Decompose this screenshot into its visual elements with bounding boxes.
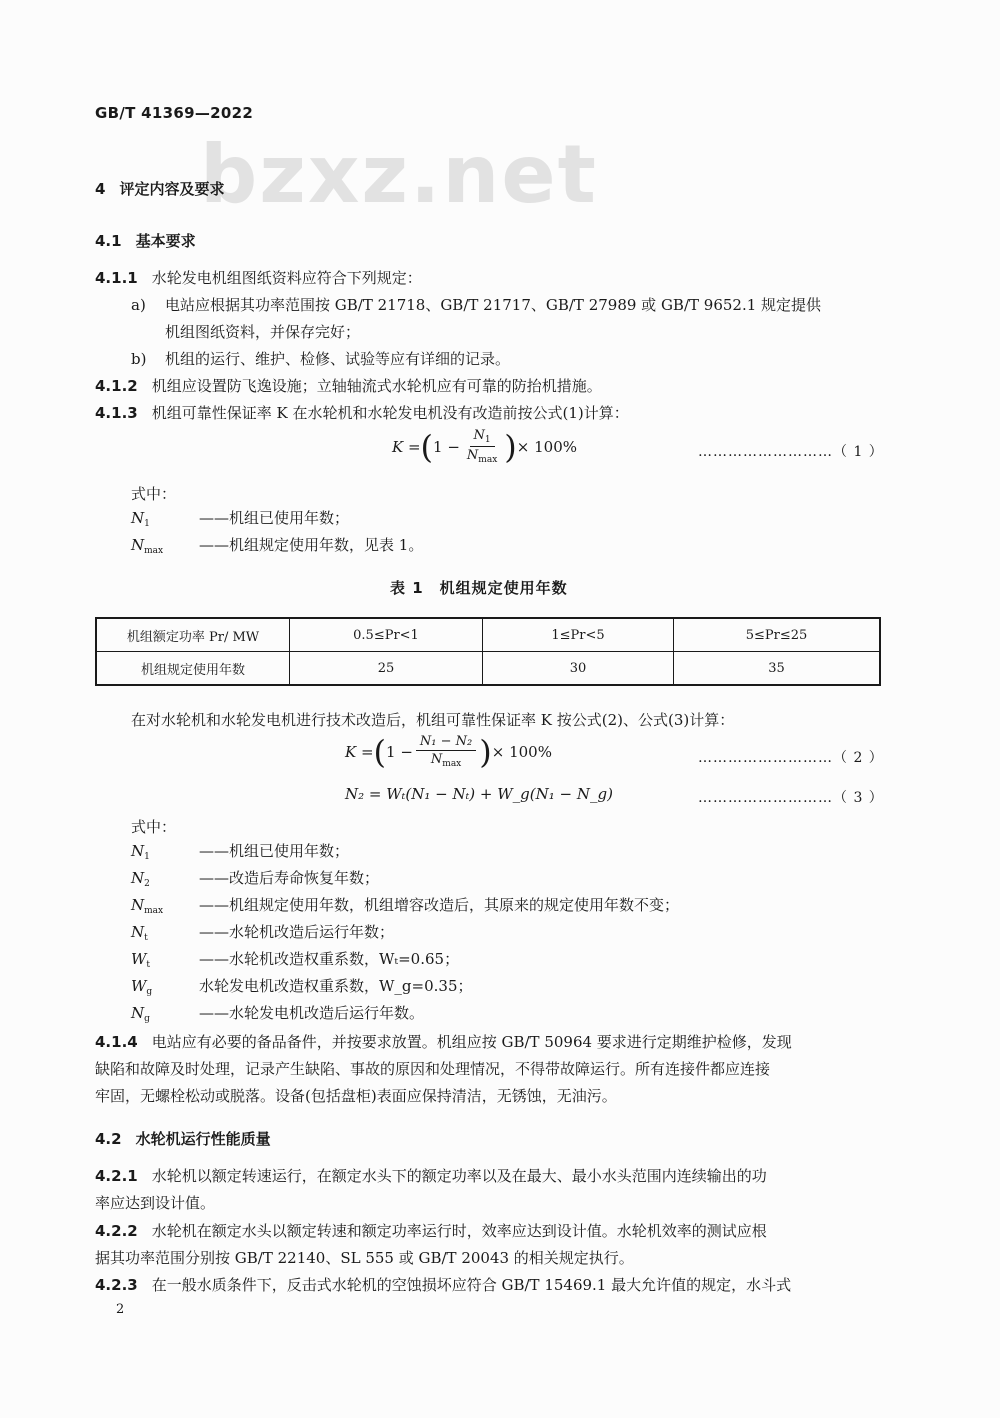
clause-4-2-1-line1 <box>95 1162 767 1190</box>
variable-description: ——机组规定使用年数，见表 1。 <box>199 536 424 554</box>
item-b <box>131 345 510 373</box>
clause-4-1-3 <box>95 399 629 427</box>
item-label: a) <box>131 296 146 314</box>
variable-definition <box>131 921 394 943</box>
clause-number: 4.1.1 <box>95 269 138 287</box>
item-text: 电站应根据其功率范围按 GB/T 21718、GB/T 21717、GB/T 27989 或 GB/T 9652.1 规定提供 <box>165 296 822 314</box>
variable-definition <box>131 534 423 556</box>
variable-symbol: $N_{max}$ <box>131 896 164 916</box>
table-cell: 5≤Pr≤25 <box>674 618 881 652</box>
variable-description: ——机组已使用年数； <box>199 509 350 527</box>
one-minus: 1 − <box>433 437 460 456</box>
table-cell: 25 <box>290 652 483 686</box>
right-paren: ) <box>479 732 492 771</box>
service-life-table <box>95 617 881 686</box>
formula-lhs: K = <box>392 437 421 456</box>
clause-text: 水轮发电机组图纸资料应符合下列规定： <box>151 269 422 287</box>
clause-4-2-3-line1 <box>95 1271 791 1299</box>
variable-definition <box>131 507 349 529</box>
where-label: 式中： <box>131 485 177 503</box>
table-cell: 30 <box>483 652 674 686</box>
variable-definition <box>131 840 349 862</box>
table-cell: 1≤Pr<5 <box>483 618 674 652</box>
post-table-text: 在对水轮机和水轮发电机进行技术改造后，机组可靠性保证率 K 按公式(2)、公式(3)计算： <box>131 711 735 729</box>
section-number: 4.1 <box>95 232 122 250</box>
clause-text: 电站应有必要的备品备件，并按要求放置。机组应按 GB/T 50964 要求进行定期维护检修，发现 <box>151 1033 792 1051</box>
section-4-1-heading <box>95 230 196 251</box>
variable-description: ——机组已使用年数； <box>199 842 350 860</box>
variable-symbol: $N_2$ <box>131 869 150 889</box>
table-cell: 机组规定使用年数 <box>96 652 290 686</box>
clause-text: 水轮机在额定水头以额定转速和额定功率运行时，效率应达到设计值。水轮机效率的测试应根 <box>151 1222 767 1240</box>
section-title: 基本要求 <box>135 232 196 250</box>
clause-4-2-2-line1 <box>95 1217 767 1245</box>
formula-times: × 100% <box>516 437 577 456</box>
equation-number-1: ………………………（ 1 ） <box>698 444 884 460</box>
numerator: N₁ − N₂ <box>416 734 476 751</box>
clause-4-1-4-line1 <box>95 1028 792 1056</box>
section-title: 水轮机运行性能质量 <box>135 1130 271 1148</box>
clause-4-1-4-line3: 牢固，无螺栓松动或脱落。设备(包括盘柜)表面应保持清洁，无锈蚀，无油污。 <box>95 1087 617 1105</box>
clause-number: 4.1.3 <box>95 404 138 422</box>
section-4-2-heading <box>95 1128 271 1149</box>
item-a-line1 <box>131 291 821 319</box>
clause-number: 4.2.3 <box>95 1276 138 1294</box>
item-label: b) <box>131 350 147 368</box>
variable-definition <box>131 975 473 997</box>
variable-symbol: $N_t$ <box>131 923 148 943</box>
standard-code: GB/T 41369—2022 <box>95 104 254 122</box>
page-number: 2 <box>116 1302 125 1317</box>
formula-1 <box>392 428 577 465</box>
denominator: $N_{max}$ <box>466 448 498 465</box>
right-paren: ) <box>504 427 517 466</box>
variable-definition <box>131 867 379 889</box>
variable-description: ——水轮发电机改造后运行年数。 <box>199 1004 425 1022</box>
clause-text: 水轮机以额定转速运行，在额定水头下的额定功率以及在最大、最小水头范围内连续输出的功 <box>151 1167 767 1185</box>
variable-description: ——改造后寿命恢复年数； <box>199 869 380 887</box>
clause-text: 在一般水质条件下，反击式水轮机的空蚀损坏应符合 GB/T 15469.1 最大允许值的规定，水斗式 <box>151 1276 792 1294</box>
watermark: bzxz.net <box>200 128 598 221</box>
fraction <box>416 734 476 769</box>
formula-3: N₂ = Wₜ(N₁ − Nₜ) + W_g(N₁ − N_g) <box>345 785 613 803</box>
variable-symbol: $W_t$ <box>131 950 151 970</box>
section-4-heading <box>95 178 224 199</box>
variable-symbol: $N_1$ <box>131 842 150 862</box>
clause-4-2-2-line2: 据其功率范围分别按 GB/T 22140、SL 555 或 GB/T 20043 的相关规定执行。 <box>95 1249 634 1267</box>
left-paren: ( <box>373 732 387 771</box>
variable-description: 水轮发电机改造权重系数，W_g=0.35； <box>199 977 473 995</box>
variable-symbol: $N_g$ <box>131 1004 150 1024</box>
clause-number: 4.2.2 <box>95 1222 138 1240</box>
clause-text: 机组可靠性保证率 K 在水轮机和水轮发电机没有改造前按公式(1)计算： <box>151 404 629 422</box>
item-text: 机组的运行、维护、检修、试验等应有详细的记录。 <box>165 350 511 368</box>
clause-text: 机组应设置防飞逸设施；立轴轴流式水轮机应有可靠的防抬机措施。 <box>151 377 602 395</box>
section-number: 4.2 <box>95 1130 122 1148</box>
variable-symbol: $N_1$ <box>131 509 150 529</box>
variable-definition <box>131 948 459 970</box>
where-label: 式中： <box>131 818 177 836</box>
clause-number: 4.2.1 <box>95 1167 138 1185</box>
clause-4-2-1-line2: 率应达到设计值。 <box>95 1194 216 1212</box>
variable-definition <box>131 894 679 916</box>
fraction <box>463 428 501 465</box>
clause-4-1-4-line2: 缺陷和故障及时处理，记录产生缺陷、事故的原因和处理情况，不得带故障运行。所有连接件都应连接 <box>95 1060 771 1078</box>
table-row <box>96 618 880 652</box>
numerator: $N_1$ <box>470 428 495 447</box>
table-cell: 0.5≤Pr<1 <box>290 618 483 652</box>
variable-description: ——机组规定使用年数，机组增容改造后，其原来的规定使用年数不变； <box>199 896 680 914</box>
table-cell: 35 <box>674 652 881 686</box>
one-minus: 1 − <box>386 742 413 761</box>
table-cell: 机组额定功率 Pr/ MW <box>96 618 290 652</box>
formula-2 <box>345 734 552 769</box>
equation-number-3: ………………………（ 3 ） <box>698 790 884 806</box>
variable-symbol: $W_g$ <box>131 977 153 997</box>
clause-4-1-1 <box>95 264 422 292</box>
variable-description: ——水轮机改造后运行年数； <box>199 923 395 941</box>
formula-times: × 100% <box>491 742 552 761</box>
clause-number: 4.1.2 <box>95 377 138 395</box>
denominator: $N_{max}$ <box>430 752 462 769</box>
section-number: 4 <box>95 180 106 198</box>
clause-number: 4.1.4 <box>95 1033 138 1051</box>
table-row <box>96 652 880 686</box>
equation-number-2: ………………………（ 2 ） <box>698 750 884 766</box>
variable-definition <box>131 1002 424 1024</box>
variable-symbol: $N_{max}$ <box>131 536 164 556</box>
variable-description: ——水轮机改造权重系数，Wₜ=0.65； <box>199 950 460 968</box>
table-title: 表 1 机组规定使用年数 <box>390 579 568 597</box>
formula-lhs: K = <box>345 742 374 761</box>
left-paren: ( <box>420 427 434 466</box>
section-title: 评定内容及要求 <box>119 180 225 198</box>
clause-4-1-2 <box>95 372 602 400</box>
item-a-line2: 机组图纸资料，并保存完好； <box>165 323 361 341</box>
